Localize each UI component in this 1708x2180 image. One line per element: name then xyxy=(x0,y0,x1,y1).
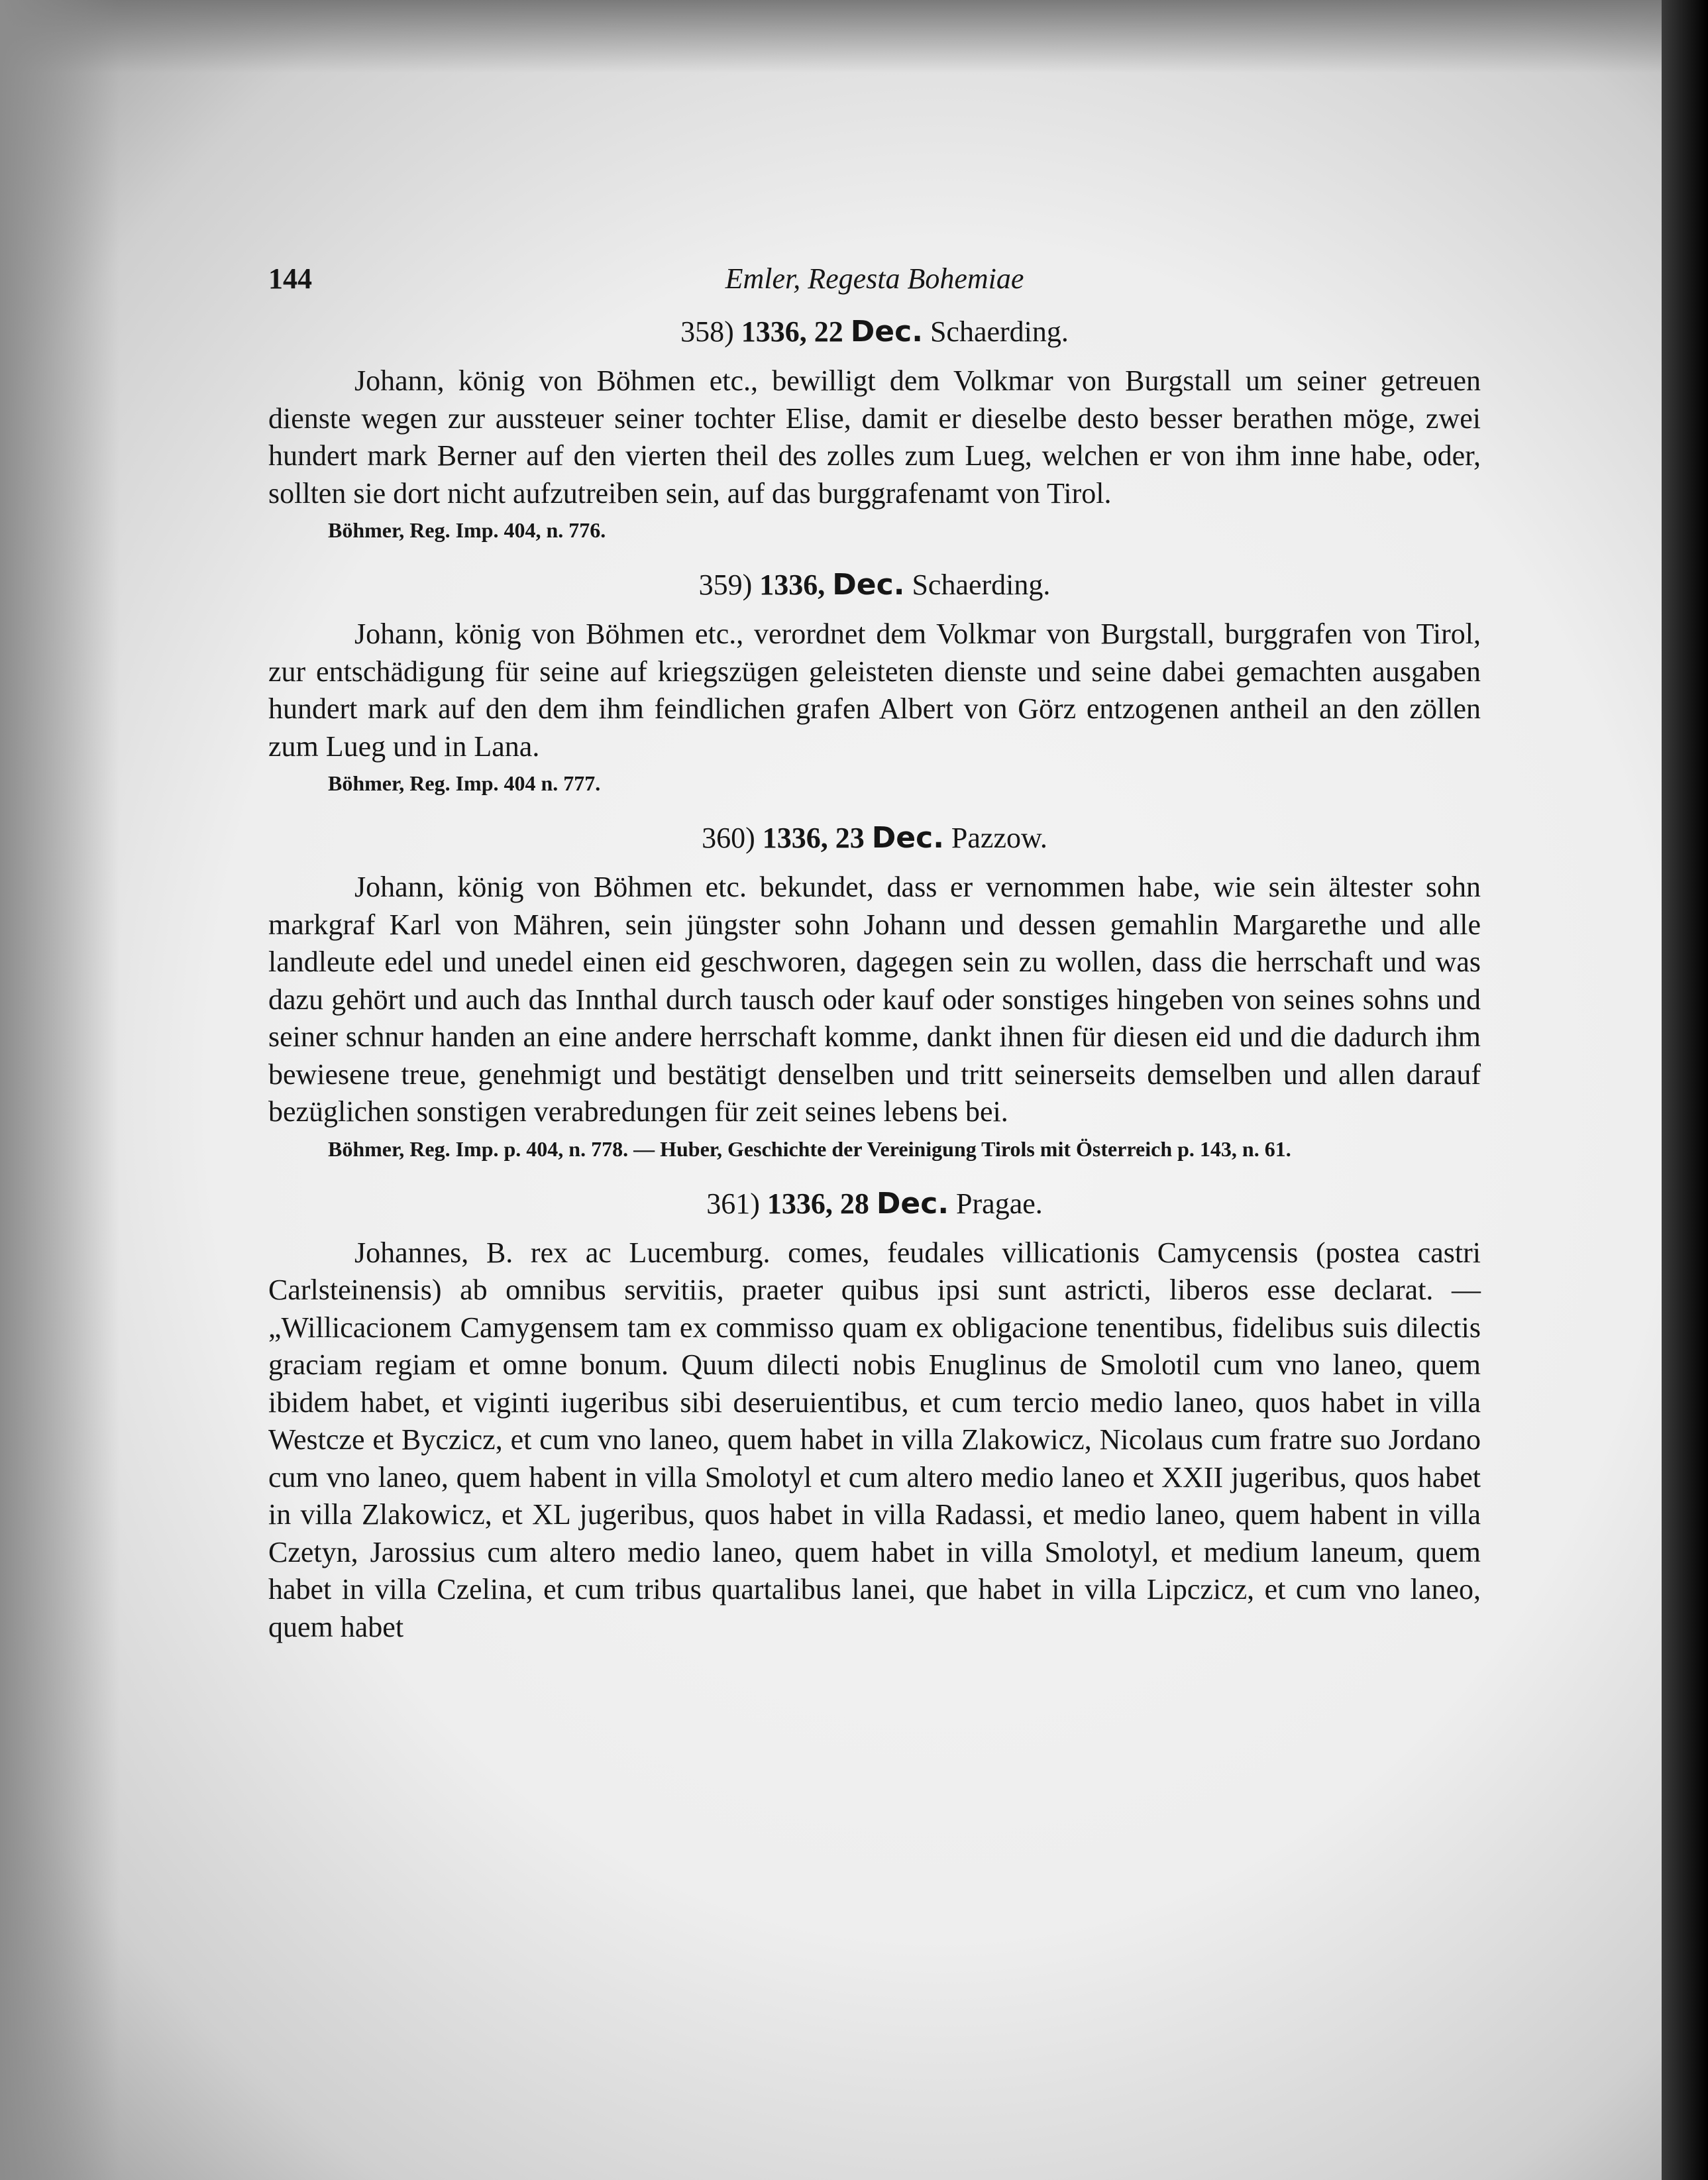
running-title: Emler, Regesta Bohemiae xyxy=(725,262,1024,295)
entry-360 xyxy=(268,820,1481,1163)
entry-text: Johannes, B. rex ac Lucemburg. comes, feudales villicationis Camycensis (postea castri Carlsteinensis) ab omnibus servitiis, praeter quibus ipsi sunt astricti, liberos esse declarat. — „Willicacionem Camygensem tam ex commisso quam ex obligacione tenentibus, fidelibus suis dilectis graciam regiam et omne bonum. Quum dilecti nobis Enuglinus de Smolotil cum vno laneo, quem ibidem habet, et viginti iugeribus sibi deseruientibus, et cum tercio medio laneo, quos habet in villa Westcze et Byczicz, et cum vno laneo, quem habet in villa Zlakowicz, Nicolaus cum fratre suo Jordano cum vno laneo, quem habent in villa Smolotyl et cum altero medio laneo et XXII jugeribus, quos habet in villa Zlakowicz, et XL jugeribus, quos habet in villa Radassi, et medio laneo, quem habent in villa Czetyn, Jarossius cum altero medio laneo, quem habet in villa Smolotyl, et medium laneum, quem habet in villa Czelina, et cum tribus quartalibus lanei, que habet in villa Lipczicz, et cum vno laneo, quem habet xyxy=(268,1236,1481,1643)
entry-reference: Böhmer, Reg. Imp. 404 n. 777. xyxy=(328,771,601,795)
entry-text: Johann, könig von Böhmen etc. bekundet, dass er vernommen habe, wie sein ältester sohn markgraf Karl von Mähren, sein jüngster sohn Johann und dessen gemahlin Margarethe und alle landleute edel und unedel einen eid geschworen, dagegen sein zu wollen, dass die herrschaft und was dazu gehört und auch das Innthal durch tausch oder kauf oder sonstiges hingeben von seines sohns und seiner schnur handen an eine andere herrschaft komme, dankt ihnen für diesen eid und die dadurch ihm bewiesene treue, genehmigt und bestätigt denselben und tritt seinerseits demselben und allen darauf bezüglichen sonstigen verabredungen für zeit seines lebens bei. xyxy=(268,871,1481,1128)
page-number: 144 xyxy=(268,262,312,295)
entry-month: Dec. xyxy=(876,1186,949,1221)
entry-month: Dec. xyxy=(871,821,944,855)
entry-reference: Böhmer, Reg. Imp. 404, n. 776. xyxy=(328,518,606,542)
entry-date: 1336, 28 xyxy=(767,1187,869,1220)
entry-359 xyxy=(268,567,1481,797)
entry-place: Schaerding. xyxy=(930,315,1069,348)
right-page-edge xyxy=(1662,0,1708,2180)
entry-text: Johann, könig von Böhmen etc., bewilligt dem Volkmar von Burgstall um seiner getreuen dienste wegen zur aussteuer seiner tochter Elise, damit er dieselbe desto besser berathen möge, zwei hundert mark Berner auf den vierten theil des zolles zum Lueg, welchen er von ihm inne habe, oder, sollten sie dort nicht aufzutreiben sein, auf das burggrafenamt von Tirol. xyxy=(268,364,1481,510)
entry-date: 1336, 23 xyxy=(762,822,865,854)
document-page xyxy=(268,262,1481,1646)
left-shadow xyxy=(0,0,119,2180)
entry-place: Schaerding. xyxy=(912,569,1051,601)
entry-reference: Böhmer, Reg. Imp. p. 404, n. 778. — Huber, Geschichte der Vereinigung Tirols mit Österreich p. 143, n. 61. xyxy=(328,1136,1291,1161)
entry-date: 1336, 22 xyxy=(741,315,843,348)
entry-number: 359) xyxy=(698,569,753,601)
entry-heading xyxy=(268,1185,1481,1223)
entry-heading xyxy=(268,820,1481,857)
entry-heading xyxy=(268,313,1481,351)
entry-heading xyxy=(268,567,1481,604)
entry-number: 360) xyxy=(702,822,755,854)
entry-number: 361) xyxy=(706,1187,760,1220)
entry-place: Pragae. xyxy=(956,1187,1043,1220)
entry-number: 358) xyxy=(680,315,734,348)
top-shadow xyxy=(0,0,1708,73)
entry-month: Dec. xyxy=(850,315,923,349)
entry-361 xyxy=(268,1185,1481,1647)
entry-text: Johann, könig von Böhmen etc., verordnet dem Volkmar von Burgstall, burggrafen von Tirol, zur entschädigung für seine auf kriegszügen geleisteten dienste und seine dabei gemachten ausgaben hundert mark auf den dem ihm feindlichen grafen Albert von Görz entzogenen antheil an den zöllen zum Lueg und in Lana. xyxy=(268,618,1481,763)
running-head xyxy=(268,262,1481,304)
entry-358 xyxy=(268,313,1481,544)
entry-month: Dec. xyxy=(832,568,905,602)
entry-place: Pazzow. xyxy=(951,822,1047,854)
entry-date: 1336, xyxy=(759,569,826,601)
